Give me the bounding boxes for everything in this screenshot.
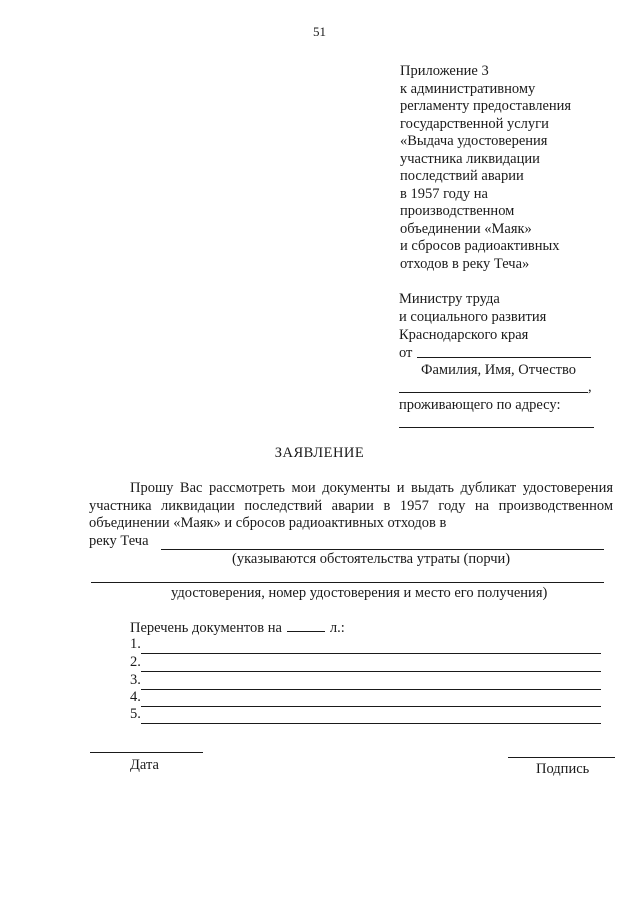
documents-label	[130, 620, 345, 637]
circumstances-field[interactable]	[161, 549, 604, 550]
appendix-line: «Выдача удостоверения	[400, 133, 548, 149]
document-title: ЗАЯВЛЕНИЕ	[274, 445, 365, 461]
appendix-line: к административному	[400, 80, 536, 97]
list-item: 3.	[130, 672, 141, 688]
circumstances-field-2[interactable]	[91, 582, 604, 583]
signature-label: Подпись	[536, 761, 590, 777]
document-field-2[interactable]	[141, 671, 601, 672]
address-label: проживающего по адресу:	[399, 397, 561, 413]
statement-paragraph: Прошу Вас рассмотреть мои документы и выдать дубликат удостоверения участника ликвидации последствий аварии в 1957 году на производственном объединении «Маяк» и сбросов радиоактивных отходов в	[89, 480, 613, 531]
appendix-line: последствий аварии	[400, 168, 524, 184]
appendix-line: отходов в реку Теча»	[400, 255, 530, 272]
list-item: 2.	[130, 654, 141, 670]
list-item: 1.	[130, 636, 141, 652]
document-field-3[interactable]	[141, 689, 601, 690]
certificate-caption: удостоверения, номер удостоверения и место его получения)	[171, 585, 548, 601]
appendix-line: в 1957 году на	[400, 185, 488, 202]
signature-field[interactable]	[508, 757, 615, 758]
pages-count-field[interactable]	[287, 631, 325, 632]
addressee-block	[399, 290, 546, 362]
document-field-4[interactable]	[141, 706, 601, 707]
statement-body	[89, 480, 613, 550]
comma: ,	[588, 379, 592, 395]
applicant-name-field[interactable]	[417, 357, 591, 358]
applicant-name-field-2[interactable]	[399, 392, 588, 393]
addressee-line-1: Министру труда	[399, 291, 500, 307]
documents-label-prefix: Перечень документов на	[130, 620, 282, 636]
documents-label-suffix: л.:	[329, 620, 345, 636]
from-label: от	[399, 345, 413, 361]
statement-last-line: реку Теча	[89, 532, 149, 549]
appendix-line: регламенту предоставления	[400, 98, 572, 114]
name-caption: Фамилия, Имя, Отчество	[421, 362, 576, 378]
appendix-line: участника ликвидации	[400, 150, 540, 167]
appendix-line: объединении «Маяк»	[400, 220, 532, 237]
appendix-line: и сбросов радиоактивных	[400, 238, 560, 254]
address-field[interactable]	[399, 427, 594, 428]
date-label: Дата	[130, 757, 159, 773]
addressee-line-2: и социального развития	[399, 309, 547, 325]
list-item: 5.	[130, 706, 141, 722]
appendix-line: Приложение 3	[400, 63, 489, 79]
page-number: 51	[313, 24, 326, 39]
appendix-line: производственном	[400, 203, 515, 219]
addressee-line-3: Краснодарского края	[399, 327, 529, 343]
appendix-line: государственной услуги	[400, 115, 549, 132]
circumstances-caption: (указываются обстоятельства утраты (порчи)	[232, 551, 511, 567]
list-item: 4.	[130, 689, 141, 705]
document-field-5[interactable]	[141, 723, 601, 724]
document-field-1[interactable]	[141, 653, 601, 654]
appendix-header	[400, 63, 571, 273]
date-field[interactable]	[90, 752, 203, 753]
